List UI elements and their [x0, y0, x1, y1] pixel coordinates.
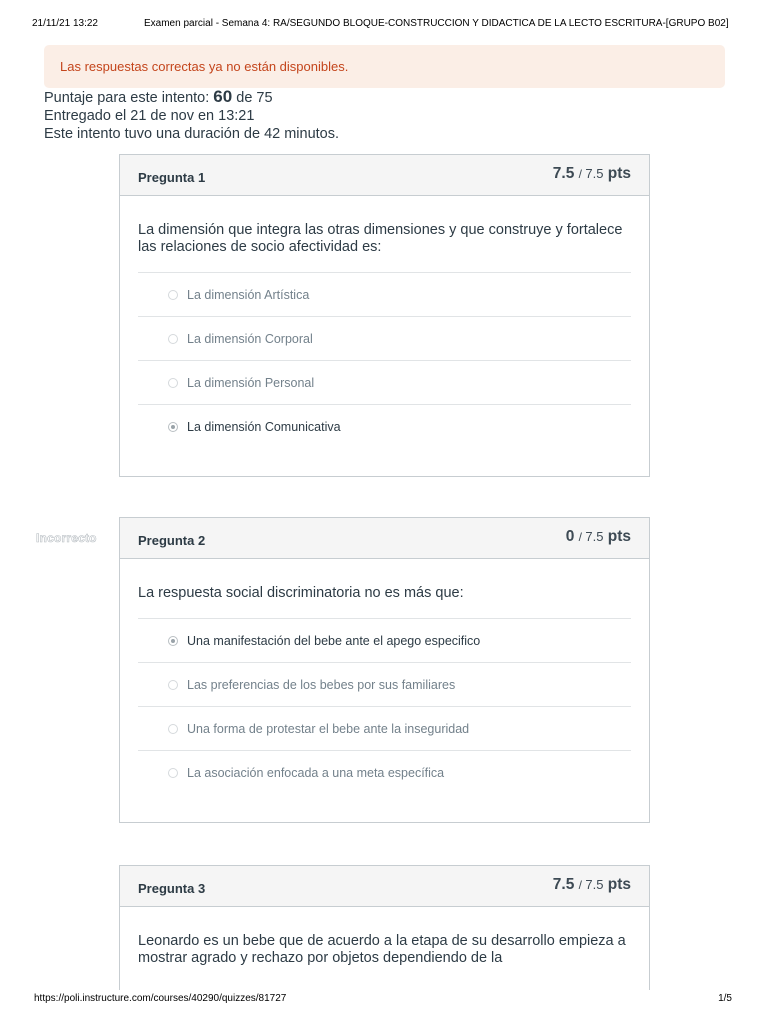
points-max: 7.5 — [585, 877, 604, 892]
radio-selected-icon[interactable] — [168, 422, 178, 432]
question-name: Pregunta 1 — [138, 169, 206, 185]
radio-icon[interactable] — [168, 378, 178, 388]
print-title: Examen parcial - Semana 4: RA/SEGUNDO BLOQUE-CONSTRUCCION Y DIDACTICA DE LA LECTO ESCRITURA-[GRUPO B02] — [144, 18, 729, 29]
points-max: 7.5 — [585, 529, 604, 544]
page-url: https://poli.instructure.com/courses/40290/quizzes/81727 — [34, 993, 287, 1004]
duration-line: Este intento tuvo una duración de 42 minutos. — [44, 126, 340, 142]
answer-option[interactable] — [138, 751, 631, 794]
score-total: de 75 — [236, 90, 273, 106]
question-3 — [119, 865, 650, 990]
correct-answers-notice: Las respuestas correctas ya no están disponibles. — [44, 45, 725, 88]
points-separator: / 7.5 — [578, 166, 604, 181]
question-name: Pregunta 3 — [138, 880, 206, 896]
submitted-line: Entregado el 21 de nov en 13:21 — [44, 108, 255, 124]
answer-label: Las preferencias de los bebes por sus familiares — [187, 677, 456, 692]
incorrect-label: Incorrecto — [36, 531, 97, 545]
answer-label: Una forma de protestar el bebe ante la inseguridad — [187, 721, 470, 736]
question-name: Pregunta 2 — [138, 532, 206, 548]
answer-label: Una manifestación del bebe ante el apego especifico — [187, 633, 481, 648]
points-unit: pts — [607, 876, 631, 893]
answer-option[interactable] — [138, 273, 631, 317]
answer-option-selected[interactable] — [138, 619, 631, 663]
points-separator: / 7.5 — [578, 877, 604, 892]
answer-list — [138, 272, 631, 448]
attempt-summary — [44, 88, 339, 143]
points-unit: pts — [607, 528, 631, 545]
print-header — [32, 18, 732, 29]
radio-icon[interactable] — [168, 334, 178, 344]
score-label: Puntaje para este intento: — [44, 90, 210, 106]
radio-icon[interactable] — [168, 290, 178, 300]
print-date: 21/11/21 13:22 — [32, 18, 98, 29]
answer-option[interactable] — [138, 663, 631, 707]
radio-selected-icon[interactable] — [168, 636, 178, 646]
answer-list — [138, 618, 631, 794]
print-footer — [34, 993, 732, 1004]
answer-option[interactable] — [138, 361, 631, 405]
question-text: La dimensión que integra las otras dimensiones y que construye y fortalece las relaciones de socio afectividad es: — [138, 222, 623, 255]
question-1 — [119, 154, 650, 477]
question-header — [120, 518, 649, 559]
question-points — [553, 876, 631, 894]
question-header — [120, 155, 649, 196]
question-text: Leonardo es un bebe que de acuerdo a la etapa de su desarrollo empieza a mostrar agrado y rechazo por objetos dependiendo de la — [138, 933, 626, 966]
score-value: 60 — [213, 87, 233, 106]
points-separator: / 7.5 — [578, 529, 604, 544]
answer-label: La dimensión Comunicativa — [187, 419, 341, 434]
question-points — [553, 165, 631, 183]
question-header — [120, 866, 649, 907]
points-earned: 7.5 — [552, 165, 575, 182]
answer-option-selected[interactable] — [138, 405, 631, 448]
radio-icon[interactable] — [168, 768, 178, 778]
points-unit: pts — [607, 165, 631, 182]
page-number: 1/5 — [718, 993, 732, 1004]
points-earned: 7.5 — [552, 876, 575, 893]
question-text: La respuesta social discriminatoria no es más que: — [138, 585, 464, 601]
points-max: 7.5 — [585, 166, 604, 181]
score-line — [44, 88, 339, 107]
answer-option[interactable] — [138, 707, 631, 751]
question-points — [566, 528, 631, 546]
answer-label: La dimensión Artística — [187, 287, 310, 302]
question-2 — [119, 517, 650, 823]
answer-label: La dimensión Corporal — [187, 331, 313, 346]
radio-icon[interactable] — [168, 680, 178, 690]
answer-option[interactable] — [138, 317, 631, 361]
points-earned: 0 — [565, 528, 575, 545]
answer-label: La asociación enfocada a una meta específica — [187, 765, 445, 780]
answer-label: La dimensión Personal — [187, 375, 315, 390]
radio-icon[interactable] — [168, 724, 178, 734]
